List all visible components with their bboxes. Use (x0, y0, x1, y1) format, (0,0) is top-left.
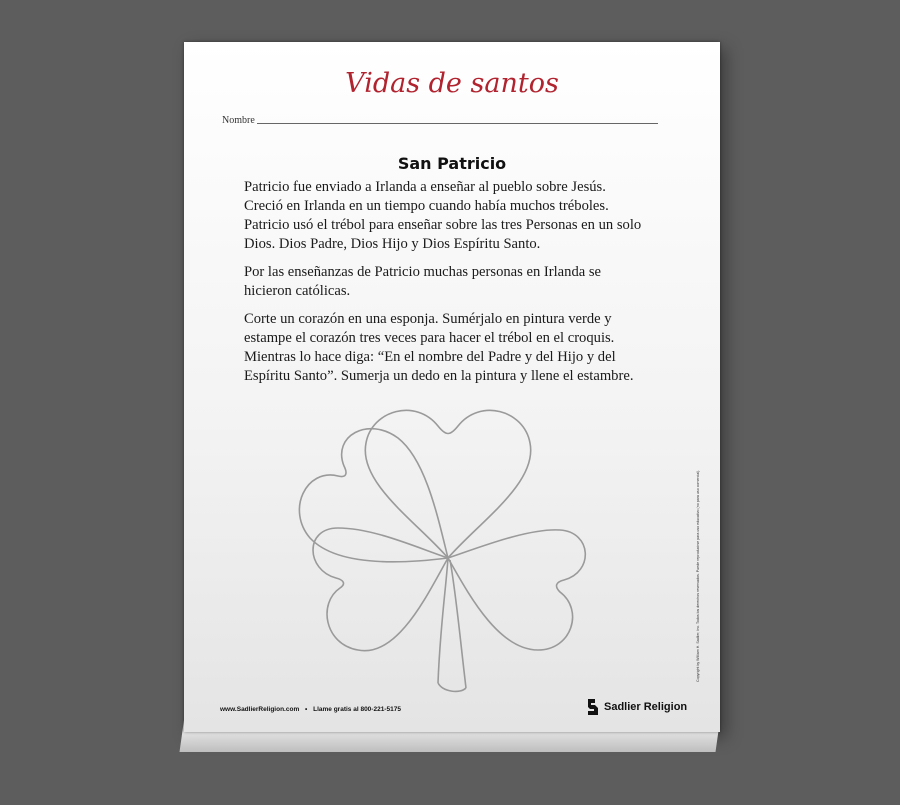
paragraph-2: Por las enseñanzas de Patricio muchas personas en Irlanda se hicieron católicas. (244, 264, 602, 299)
footer-contact (220, 706, 405, 713)
name-label: Nombre (222, 115, 255, 126)
paragraph-1: Patricio fue enviado a Irlanda a enseñar al pueblo sobre Jesús. Creció en Irlanda en un tiempo cuando había muchos tréboles. Patricio usó el trébol para enseñar sobre las tres Personas en un solo Dios. Dios Padre, Dios Hijo y Dios Espíritu Santo. (244, 179, 642, 252)
logo-text: Sadlier Religion (604, 701, 688, 713)
footer-website: www.SadlierReligion.com (220, 706, 300, 713)
worksheet-title: Vidas de santos (345, 68, 559, 99)
worksheet-page (184, 42, 720, 732)
sadlier-logo-icon (586, 698, 600, 716)
shamrock-outline-icon (288, 388, 608, 708)
name-field (222, 112, 658, 126)
name-line (257, 123, 658, 124)
paragraph-3: Corte un corazón en una esponja. Sumérjalo en pintura verde y estampe el corazón tres veces para hacer el trébol en el croquis. Mientras lo hace diga: “En el nombre del Padre y del Hijo y del Espíritu Santo”. Sumerja un dedo en la pintura y llene el estambre. (244, 311, 634, 384)
story-text (244, 178, 644, 395)
copyright-side-note: Copyright by William H. Sadlier, Inc. Todos los derechos reservados. Puede reproducirse para uso educativo (no para uso comercial). (696, 469, 700, 682)
sadlier-logo (586, 698, 687, 716)
footer-phone: Llame gratis al 800-221-5175 (313, 706, 401, 713)
saint-heading: San Patricio (397, 154, 507, 173)
footer-separator: • (305, 706, 308, 713)
